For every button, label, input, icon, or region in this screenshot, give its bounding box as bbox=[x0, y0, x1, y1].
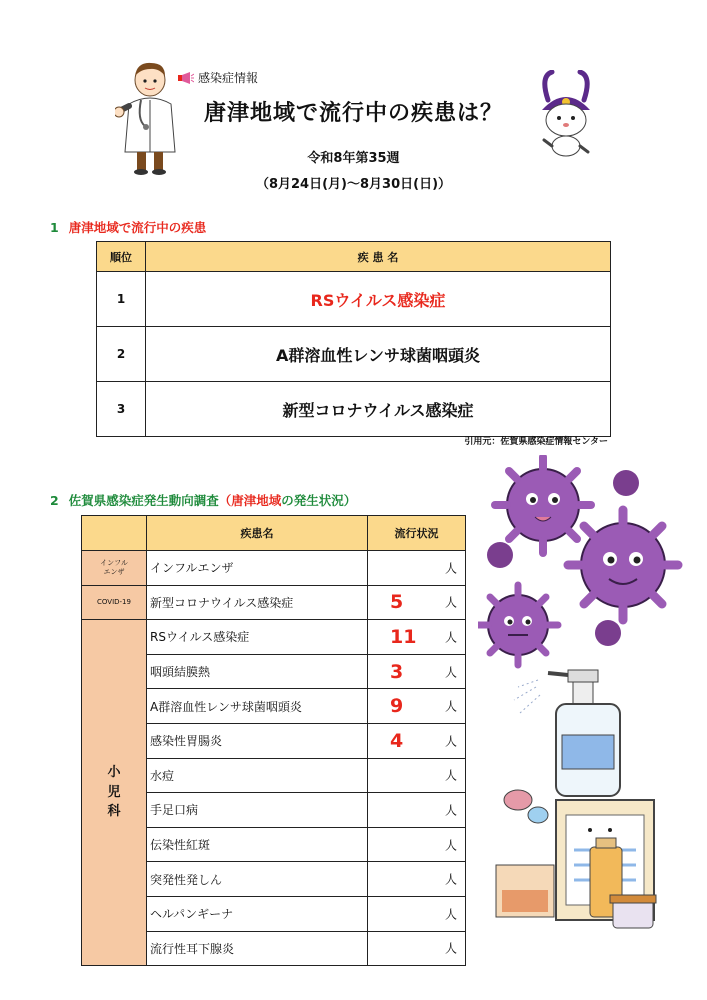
megaphone-icon bbox=[178, 72, 194, 84]
count-value: 9 bbox=[390, 695, 404, 718]
unit-label: 人 bbox=[444, 838, 457, 853]
count-cell bbox=[368, 931, 466, 966]
week-label: 令和8年第35週 bbox=[307, 151, 400, 166]
unit-label: 人 bbox=[444, 803, 457, 818]
category-pediatrics: 小 児 科 bbox=[82, 620, 147, 966]
disease-name: 流行性耳下腺炎 bbox=[147, 931, 368, 966]
disease-name: 手足口病 bbox=[147, 793, 368, 828]
date-range: （8月24日(月)～8月30日(日)） bbox=[255, 177, 452, 192]
unit-label: 人 bbox=[444, 595, 457, 610]
disease-name: A群溶血性レンサ球菌咽頭炎 bbox=[147, 689, 368, 724]
table-row bbox=[82, 585, 466, 620]
count-cell bbox=[368, 827, 466, 862]
section2-paren-open: （ bbox=[218, 493, 232, 508]
disease-name: RSウイルス感染症 bbox=[147, 620, 368, 655]
rank-cell: 1 bbox=[97, 272, 146, 327]
disease-name: ヘルパンギーナ bbox=[147, 896, 368, 931]
unit-label: 人 bbox=[444, 561, 457, 576]
unit-label: 人 bbox=[444, 941, 457, 956]
count-value: 5 bbox=[390, 591, 404, 614]
count-cell bbox=[368, 689, 466, 724]
count-cell bbox=[368, 654, 466, 689]
disease-name: 水痘 bbox=[147, 758, 368, 793]
ranking-table bbox=[96, 241, 611, 437]
unit-label: 人 bbox=[444, 665, 457, 680]
samurai-mascot-illustration bbox=[530, 70, 602, 162]
virus-icon bbox=[478, 585, 558, 665]
table-row bbox=[82, 620, 466, 655]
unit-label: 人 bbox=[444, 907, 457, 922]
medicine-items-icon bbox=[496, 790, 656, 928]
disease-name: 新型コロナウイルス感染症 bbox=[147, 585, 368, 620]
info-tag-label: 感染症情報 bbox=[198, 71, 259, 85]
section2-heading bbox=[50, 491, 356, 509]
ranking-header-row bbox=[97, 242, 611, 272]
section2-number: 2 bbox=[50, 493, 59, 508]
section2-region: 唐津地域 bbox=[231, 493, 282, 508]
disease-name-cell: RSウイルス感染症 bbox=[146, 272, 611, 327]
virus-icon bbox=[495, 457, 591, 553]
count-cell bbox=[368, 551, 466, 586]
surveillance-table bbox=[81, 515, 466, 966]
section2-paren-rest: の発生状況） bbox=[281, 493, 357, 508]
count-cell bbox=[368, 723, 466, 758]
ranking-row bbox=[97, 382, 611, 437]
count-cell bbox=[368, 862, 466, 897]
category-column-header bbox=[82, 516, 147, 551]
info-tag bbox=[178, 69, 258, 86]
count-cell bbox=[368, 896, 466, 931]
count-cell bbox=[368, 620, 466, 655]
unit-label: 人 bbox=[444, 872, 457, 887]
disease-name: インフルエンザ bbox=[147, 551, 368, 586]
count-value: 11 bbox=[390, 625, 417, 648]
count-value: 4 bbox=[390, 729, 404, 752]
small-virus-icon bbox=[595, 620, 621, 646]
ranking-row bbox=[97, 272, 611, 327]
virus-and-medicine-illustration bbox=[478, 455, 693, 945]
virus-icon bbox=[568, 510, 678, 620]
small-virus-icon bbox=[487, 542, 513, 568]
citation: 引用元：佐賀県感染症情報センター bbox=[464, 437, 608, 447]
section1-title: 唐津地域で流行中の疾患 bbox=[68, 220, 207, 235]
disease-name: 伝染性紅斑 bbox=[147, 827, 368, 862]
rank-cell: 3 bbox=[97, 382, 146, 437]
disease-name-cell: A群溶血性レンサ球菌咽頭炎 bbox=[146, 327, 611, 382]
disease-name: 突発性発しん bbox=[147, 862, 368, 897]
disease-name: 感染性胃腸炎 bbox=[147, 723, 368, 758]
disease-name-cell: 新型コロナウイルス感染症 bbox=[146, 382, 611, 437]
section1-number: 1 bbox=[50, 220, 59, 235]
surveillance-header-row bbox=[82, 516, 466, 551]
ranking-row bbox=[97, 327, 611, 382]
disease-name-column-header: 疾 患 名 bbox=[146, 242, 611, 272]
unit-label: 人 bbox=[444, 699, 457, 714]
page-title: 唐津地域で流行中の疾患は？ bbox=[203, 101, 503, 126]
rank-cell: 2 bbox=[97, 327, 146, 382]
count-cell bbox=[368, 793, 466, 828]
category-covid: COVID-19 bbox=[82, 585, 147, 620]
unit-label: 人 bbox=[444, 630, 457, 645]
section1-heading bbox=[50, 218, 206, 236]
disease-name: 咽頭結膜熱 bbox=[147, 654, 368, 689]
section2-title: 佐賀県感染症発生動向調査 bbox=[68, 493, 219, 508]
unit-label: 人 bbox=[444, 734, 457, 749]
sanitizer-bottle-icon bbox=[514, 670, 620, 796]
rank-column-header: 順位 bbox=[97, 242, 146, 272]
small-virus-icon bbox=[613, 470, 639, 496]
count-cell bbox=[368, 758, 466, 793]
unit-label: 人 bbox=[444, 768, 457, 783]
disease-name-column-header: 疾患名 bbox=[147, 516, 368, 551]
category-flu: インフル エンザ bbox=[82, 551, 147, 586]
status-column-header: 流行状況 bbox=[368, 516, 466, 551]
count-value: 3 bbox=[390, 660, 404, 683]
count-cell bbox=[368, 585, 466, 620]
table-row bbox=[82, 551, 466, 586]
